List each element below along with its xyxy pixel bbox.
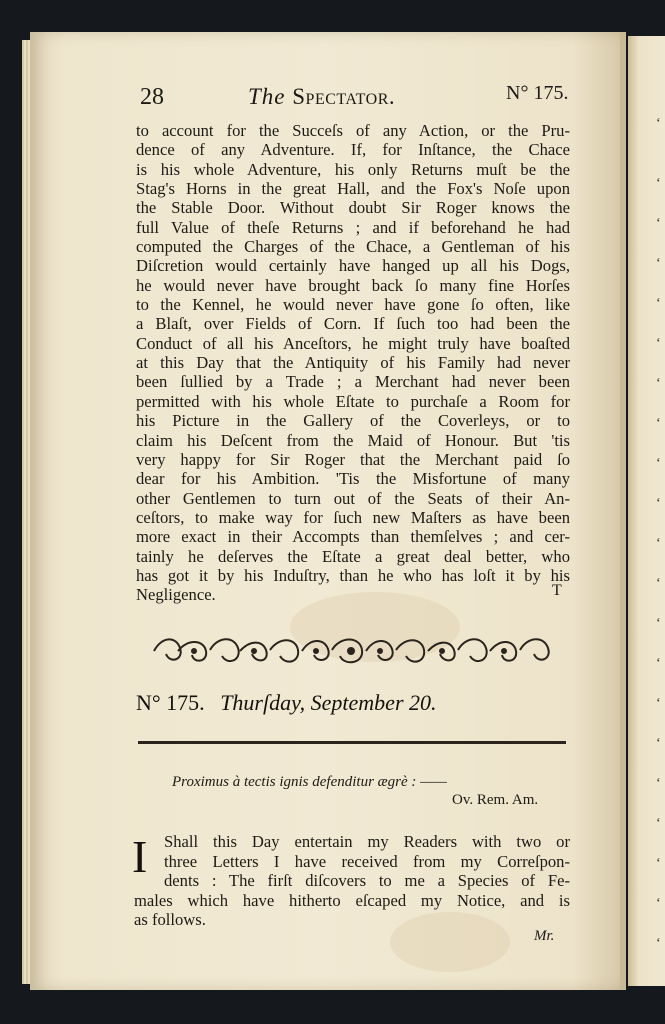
running-title-the: The xyxy=(248,84,286,109)
text-line: to the Kennel, he would never have gone ſo often, like xyxy=(136,295,570,315)
motto-source: Ov. Rem. Am. xyxy=(452,792,539,808)
text-line: been ſullied by a Trade ; a Merchant had never been xyxy=(136,372,570,392)
text-line: Negligence. xyxy=(136,585,216,605)
text-line: the Stable Door. Without doubt Sir Roger knows the xyxy=(136,198,570,218)
text-line: his Picture in the Gallery of the Coverleys, or to xyxy=(136,411,570,431)
page-number: 28 xyxy=(140,84,164,110)
opening-paragraph xyxy=(134,832,570,930)
heading-rule xyxy=(138,741,566,744)
text-line: claim his Deſcent from the Maid of Honour. But 'tis xyxy=(136,430,570,450)
latin-motto: Proximus à tectis ignis defenditur ægrè : —— xyxy=(172,774,447,790)
text-line: males which have hitherto eſcaped my Notice, and is xyxy=(134,890,570,910)
catch-letter: T xyxy=(552,582,562,599)
text-line: permitted with his whole Eſtate to purchaſe a Room for xyxy=(136,391,570,411)
text-line: he would never have brought back ſo many fine Horſes xyxy=(136,275,570,295)
text-line: at this Day that the Antiquity of his Family had never xyxy=(136,353,570,373)
text-line: dear for his Ambition. 'Tis the Misfortune of many xyxy=(136,469,570,489)
text-line: Diſcretion would certainly have hanged up all his Dogs, xyxy=(136,256,570,276)
text-line: is his whole Adventure, his only Returns muſt be the xyxy=(136,159,570,179)
text-line: a Blaſt, over Fields of Corn. If ſuch too had been the xyxy=(136,314,570,334)
text-line: Conduct of all his Anceſtors, he might truly have boaſted xyxy=(136,333,570,353)
issue-date: Thurſday, September 20. xyxy=(220,690,437,715)
text-line: tainly he deſerves the Eſtate a great deal better, who xyxy=(136,546,570,566)
issue-number: N° 175. xyxy=(136,690,205,715)
page-header xyxy=(140,84,580,118)
text-line: full Value of theſe Returns ; and if beforehand he had xyxy=(136,217,570,237)
catchword: Mr. xyxy=(534,928,555,944)
text-line: has got it by his Induſtry, than he who has loſt it by his xyxy=(136,565,570,585)
text-line: dence of any Adventure. If, for Inſtance, the Chace xyxy=(136,140,570,160)
text-line: to account for the Succeſs of any Action, or the Pru- xyxy=(136,121,570,140)
issue-heading xyxy=(136,690,556,716)
drop-cap: I xyxy=(132,831,148,882)
text-line: Stag's Horns in the great Hall, and the Fox's Noſe upon xyxy=(136,179,570,199)
body-text xyxy=(136,121,570,605)
ornament-band xyxy=(148,630,554,672)
running-title xyxy=(248,84,395,110)
text-line: Shall this Day entertain my Readers with two or xyxy=(164,832,570,851)
text-line: as follows. xyxy=(134,910,206,929)
text-line: dents : The firſt diſcovers to me a Species of Fe- xyxy=(164,871,570,890)
text-line: more exact in their Accompts than themſelves ; and cer- xyxy=(136,527,570,547)
text-line: other Gentlemen to turn out of the Seats of their An- xyxy=(136,488,570,508)
text-line: three Letters I have received from my Correſpon- xyxy=(164,851,570,871)
text-line: computed the Charges of the Chace, a Gentleman of his xyxy=(136,237,570,257)
next-page-edge: ‘ ‘ ‘ ‘ ‘ ‘ ‘ ‘ ‘ ‘ ‘ ‘ ‘ ‘ ‘ ‘ ‘ ‘ ‘ ‘ ‘ xyxy=(628,36,665,986)
issue-number-top: N° 175. xyxy=(506,82,569,104)
text-line: ceſtors, to make way for ſuch new Maſters as have been xyxy=(136,507,570,527)
text-line: very happy for Sir Roger that the Merchant paid ſo xyxy=(136,449,570,469)
running-title-name: Spectator. xyxy=(292,84,396,109)
